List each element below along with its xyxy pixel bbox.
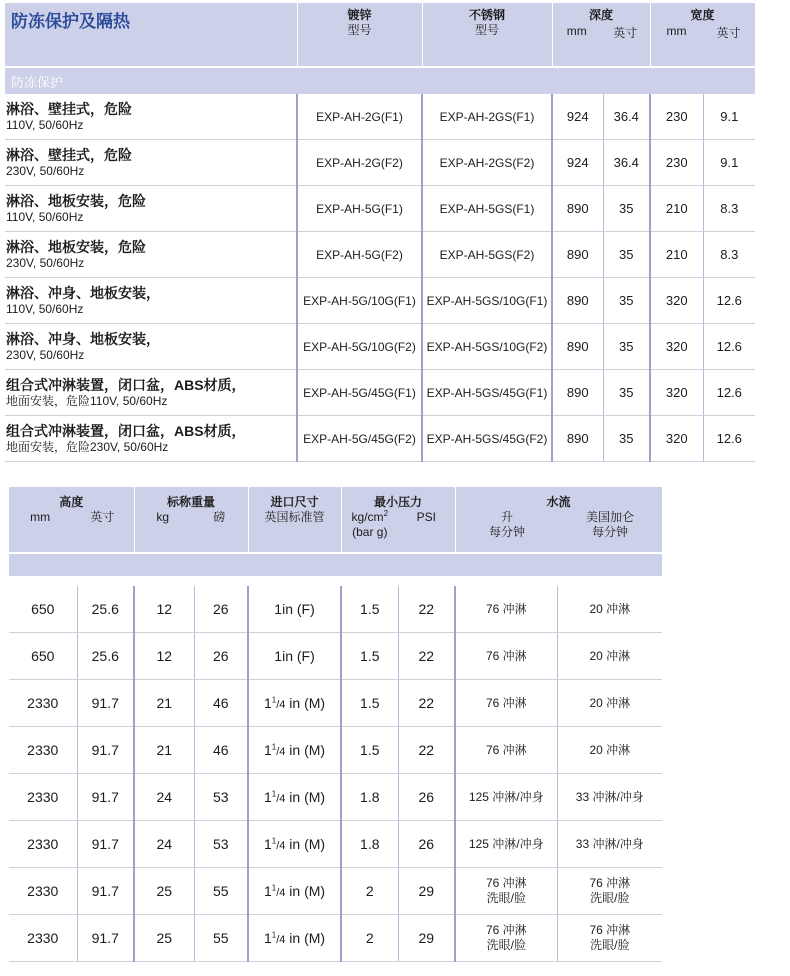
description-line1: 淋浴、地板安装，危险	[6, 239, 146, 255]
pressure-bar: 2	[341, 868, 398, 915]
pressure-kgcm-label: $kg/cm^2$ (bar g)	[351, 509, 389, 539]
flow-gallons: 20 冲淋	[557, 680, 662, 727]
height-mm: 2330	[9, 868, 77, 915]
table-row	[5, 186, 755, 232]
table-row	[9, 868, 662, 915]
width-mm: 320	[650, 324, 703, 370]
galv-label: 镀锌	[347, 8, 372, 22]
depth-mm: 890	[552, 278, 603, 324]
description-line1: 组合式冲淋装置，闭口盆，ABS材质，	[6, 377, 246, 393]
flow-liters: 76 冲淋	[455, 586, 557, 633]
description-line2: 110V, 50/60Hz	[6, 118, 84, 132]
height-mm: 2330	[9, 727, 77, 774]
description-line2: 地面安装，危险110V, 50/60Hz	[6, 394, 168, 408]
flow-liters: 76 冲淋	[455, 633, 557, 680]
weight-kg: 24	[134, 821, 194, 868]
inlet-size: 1in (F)	[248, 586, 341, 633]
pressure-psi-label: PSI	[416, 510, 436, 524]
galv-header	[297, 3, 422, 67]
ss-model: EXP-AH-5GS(F2)	[422, 232, 552, 278]
weight-kg: 12	[134, 586, 194, 633]
depth-mm: 924	[552, 94, 603, 140]
depth-mm: 890	[552, 324, 603, 370]
flow-liters: 76 冲淋	[455, 727, 557, 774]
pressure-psi: 26	[398, 774, 455, 821]
flow-gallons: 76 冲淋 洗眼/脸	[557, 915, 662, 962]
flow-header	[455, 487, 662, 553]
table1-title: 防冻保护及隔热	[5, 3, 297, 67]
height-inch: 91.7	[77, 821, 134, 868]
galv-model: EXP-AH-5G(F1)	[297, 186, 422, 232]
flow-gallons: 76 冲淋 洗眼/脸	[557, 868, 662, 915]
galv-model: EXP-AH-5G/45G(F2)	[297, 416, 422, 462]
width-mm: 230	[650, 140, 703, 186]
product-description	[5, 370, 297, 416]
inlet-label: 进口尺寸	[270, 495, 319, 509]
depth-inch: 35	[603, 324, 650, 370]
depth-mm: 890	[552, 370, 603, 416]
table-row	[9, 727, 662, 774]
height-mm: 650	[9, 586, 77, 633]
height-inch: 91.7	[77, 680, 134, 727]
galv-model: EXP-AH-2G(F1)	[297, 94, 422, 140]
height-inch: 91.7	[77, 915, 134, 962]
flow-liters: 76 冲淋 洗眼/脸	[455, 868, 557, 915]
weight-lb: 46	[194, 727, 248, 774]
weight-lb: 53	[194, 774, 248, 821]
height-label: 高度	[59, 495, 84, 509]
galv-model: EXP-AH-5G(F2)	[297, 232, 422, 278]
section-label: 防冻保护	[5, 67, 755, 94]
depth-mm: 924	[552, 140, 603, 186]
weight-lb: 55	[194, 868, 248, 915]
depth-inch: 35	[603, 278, 650, 324]
flow-gallons-label: 美国加仑 每分钟	[586, 510, 635, 539]
description-line1: 淋浴、冲身、地板安装，	[6, 331, 160, 347]
pressure-psi: 22	[398, 680, 455, 727]
width-mm: 320	[650, 370, 703, 416]
depth-header	[552, 3, 650, 67]
pressure-label: 最小压力	[374, 495, 423, 509]
ss-model: EXP-AH-5GS/10G(F2)	[422, 324, 552, 370]
width-mm: 320	[650, 278, 703, 324]
width-inch: 12.6	[703, 324, 755, 370]
height-inch-label: 英寸	[90, 510, 115, 524]
inlet-size: $1^1/4$ in (M)	[248, 774, 341, 821]
depth-mm-label: mm	[566, 24, 587, 38]
inlet-header	[248, 487, 341, 553]
table-row	[5, 416, 755, 462]
flow-liters-label: 升 每分钟	[489, 510, 526, 539]
ss-model: EXP-AH-2GS(F1)	[422, 94, 552, 140]
depth-mm: 890	[552, 232, 603, 278]
flow-liters: 125 冲淋/冲身	[455, 774, 557, 821]
pressure-psi: 26	[398, 821, 455, 868]
table-row	[5, 370, 755, 416]
table-row	[9, 586, 662, 633]
product-description	[5, 140, 297, 186]
weight-kg: 21	[134, 680, 194, 727]
pressure-bar: 1.5	[341, 586, 398, 633]
table-row	[9, 680, 662, 727]
table-row	[5, 94, 755, 140]
depth-mm: 890	[552, 416, 603, 462]
description-line1: 组合式冲淋装置，闭口盆，ABS材质，	[6, 423, 246, 439]
height-mm-label: mm	[30, 510, 51, 524]
height-inch: 25.6	[77, 586, 134, 633]
table-row	[5, 232, 755, 278]
inlet-size: $1^1/4$ in (M)	[248, 727, 341, 774]
height-mm: 650	[9, 633, 77, 680]
table2-spacer-band	[9, 553, 662, 576]
description-line2: 地面安装，危险230V, 50/60Hz	[6, 440, 169, 454]
height-inch: 91.7	[77, 774, 134, 821]
weight-lb: 55	[194, 915, 248, 962]
product-description	[5, 278, 297, 324]
width-mm: 210	[650, 232, 703, 278]
section-row	[5, 67, 755, 94]
flow-gallons: 20 冲淋	[557, 633, 662, 680]
freeze-protection-table	[5, 3, 756, 462]
product-description	[5, 94, 297, 140]
table-row	[5, 278, 755, 324]
weight-kg: 21	[134, 727, 194, 774]
ss-model: EXP-AH-5GS/45G(F1)	[422, 370, 552, 416]
description-line2: 110V, 50/60Hz	[6, 302, 84, 316]
ss-model: EXP-AH-5GS(F1)	[422, 186, 552, 232]
height-mm: 2330	[9, 774, 77, 821]
flow-liters: 125 冲淋/冲身	[455, 821, 557, 868]
galv-model: EXP-AH-5G/45G(F1)	[297, 370, 422, 416]
height-mm: 2330	[9, 680, 77, 727]
width-inch: 12.6	[703, 370, 755, 416]
width-mm: 320	[650, 416, 703, 462]
pressure-header	[341, 487, 455, 553]
height-inch: 25.6	[77, 633, 134, 680]
specs-table	[9, 487, 663, 962]
width-inch: 8.3	[703, 186, 755, 232]
depth-inch: 35	[603, 232, 650, 278]
width-mm: 230	[650, 94, 703, 140]
ss-model: EXP-AH-5GS/45G(F2)	[422, 416, 552, 462]
depth-inch-label: 英寸	[613, 26, 638, 40]
inlet-sub-label: 英国标准管	[264, 510, 325, 524]
weight-lb: 53	[194, 821, 248, 868]
table-row	[9, 774, 662, 821]
inlet-size: $1^1/4$ in (M)	[248, 680, 341, 727]
galv-model: EXP-AH-2G(F2)	[297, 140, 422, 186]
ss-header	[422, 3, 552, 67]
inlet-size: $1^1/4$ in (M)	[248, 868, 341, 915]
pressure-psi: 29	[398, 915, 455, 962]
galv-model: EXP-AH-5G/10G(F1)	[297, 278, 422, 324]
width-inch: 12.6	[703, 416, 755, 462]
pressure-bar: 1.8	[341, 774, 398, 821]
width-inch-label: 英寸	[716, 26, 741, 40]
ss-model: EXP-AH-2GS(F2)	[422, 140, 552, 186]
depth-label: 深度	[589, 8, 614, 22]
weight-kg: 25	[134, 915, 194, 962]
description-line2: 230V, 50/60Hz	[6, 164, 85, 178]
pressure-psi: 22	[398, 727, 455, 774]
width-inch: 12.6	[703, 278, 755, 324]
description-line1: 淋浴、壁挂式，危险	[6, 147, 132, 163]
flow-gallons: 33 冲淋/冲身	[557, 774, 662, 821]
flow-gallons: 33 冲淋/冲身	[557, 821, 662, 868]
description-line2: 110V, 50/60Hz	[6, 210, 84, 224]
weight-kg: 24	[134, 774, 194, 821]
pressure-bar: 1.5	[341, 680, 398, 727]
width-label: 宽度	[690, 8, 715, 22]
flow-gallons: 20 冲淋	[557, 727, 662, 774]
weight-kg-label: kg	[156, 510, 170, 524]
ss-label: 不锈钢	[468, 8, 505, 22]
description-line1: 淋浴、冲身、地板安装，	[6, 285, 160, 301]
inlet-size: 1in (F)	[248, 633, 341, 680]
pressure-bar: 1.5	[341, 633, 398, 680]
table-row	[9, 915, 662, 962]
ss-sub-label: 型号	[474, 23, 499, 37]
weight-kg: 12	[134, 633, 194, 680]
table-row	[9, 633, 662, 680]
table2-header	[9, 487, 662, 553]
inlet-size: $1^1/4$ in (M)	[248, 821, 341, 868]
depth-inch: 36.4	[603, 94, 650, 140]
weight-kg: 25	[134, 868, 194, 915]
description-line1: 淋浴、壁挂式，危险	[6, 101, 132, 117]
galv-model: EXP-AH-5G/10G(F2)	[297, 324, 422, 370]
description-line2: 230V, 50/60Hz	[6, 256, 85, 270]
pressure-bar: 2	[341, 915, 398, 962]
table1-header	[5, 3, 755, 67]
weight-header	[134, 487, 248, 553]
galv-sub-label: 型号	[347, 23, 372, 37]
table-row	[5, 140, 755, 186]
table-row	[5, 324, 755, 370]
pressure-bar: 1.5	[341, 727, 398, 774]
width-mm-label: mm	[666, 24, 687, 38]
description-line2: 230V, 50/60Hz	[6, 348, 85, 362]
description-line1: 淋浴、地板安装，危险	[6, 193, 146, 209]
table2-gap	[9, 576, 662, 586]
product-description	[5, 324, 297, 370]
flow-liters: 76 冲淋	[455, 680, 557, 727]
depth-inch: 35	[603, 186, 650, 232]
pressure-bar-label: (bar g)	[352, 525, 388, 539]
weight-lb-label: 磅	[213, 510, 226, 524]
width-mm: 210	[650, 186, 703, 232]
pressure-psi: 22	[398, 586, 455, 633]
weight-lb: 26	[194, 633, 248, 680]
width-header	[650, 3, 755, 67]
flow-label: 水流	[546, 495, 571, 509]
height-header	[9, 487, 134, 553]
height-inch: 91.7	[77, 727, 134, 774]
weight-label: 标称重量	[167, 495, 216, 509]
product-description	[5, 416, 297, 462]
weight-lb: 46	[194, 680, 248, 727]
height-inch: 91.7	[77, 868, 134, 915]
ss-model: EXP-AH-5GS/10G(F1)	[422, 278, 552, 324]
width-inch: 8.3	[703, 232, 755, 278]
width-inch: 9.1	[703, 94, 755, 140]
weight-lb: 26	[194, 586, 248, 633]
pressure-psi: 22	[398, 633, 455, 680]
inlet-size: $1^1/4$ in (M)	[248, 915, 341, 962]
height-mm: 2330	[9, 915, 77, 962]
depth-mm: 890	[552, 186, 603, 232]
product-description	[5, 232, 297, 278]
flow-liters: 76 冲淋 洗眼/脸	[455, 915, 557, 962]
flow-gallons: 20 冲淋	[557, 586, 662, 633]
depth-inch: 35	[603, 416, 650, 462]
depth-inch: 35	[603, 370, 650, 416]
depth-inch: 36.4	[603, 140, 650, 186]
pressure-bar: 1.8	[341, 821, 398, 868]
table-row	[9, 821, 662, 868]
width-inch: 9.1	[703, 140, 755, 186]
product-description	[5, 186, 297, 232]
pressure-psi: 29	[398, 868, 455, 915]
height-mm: 2330	[9, 821, 77, 868]
